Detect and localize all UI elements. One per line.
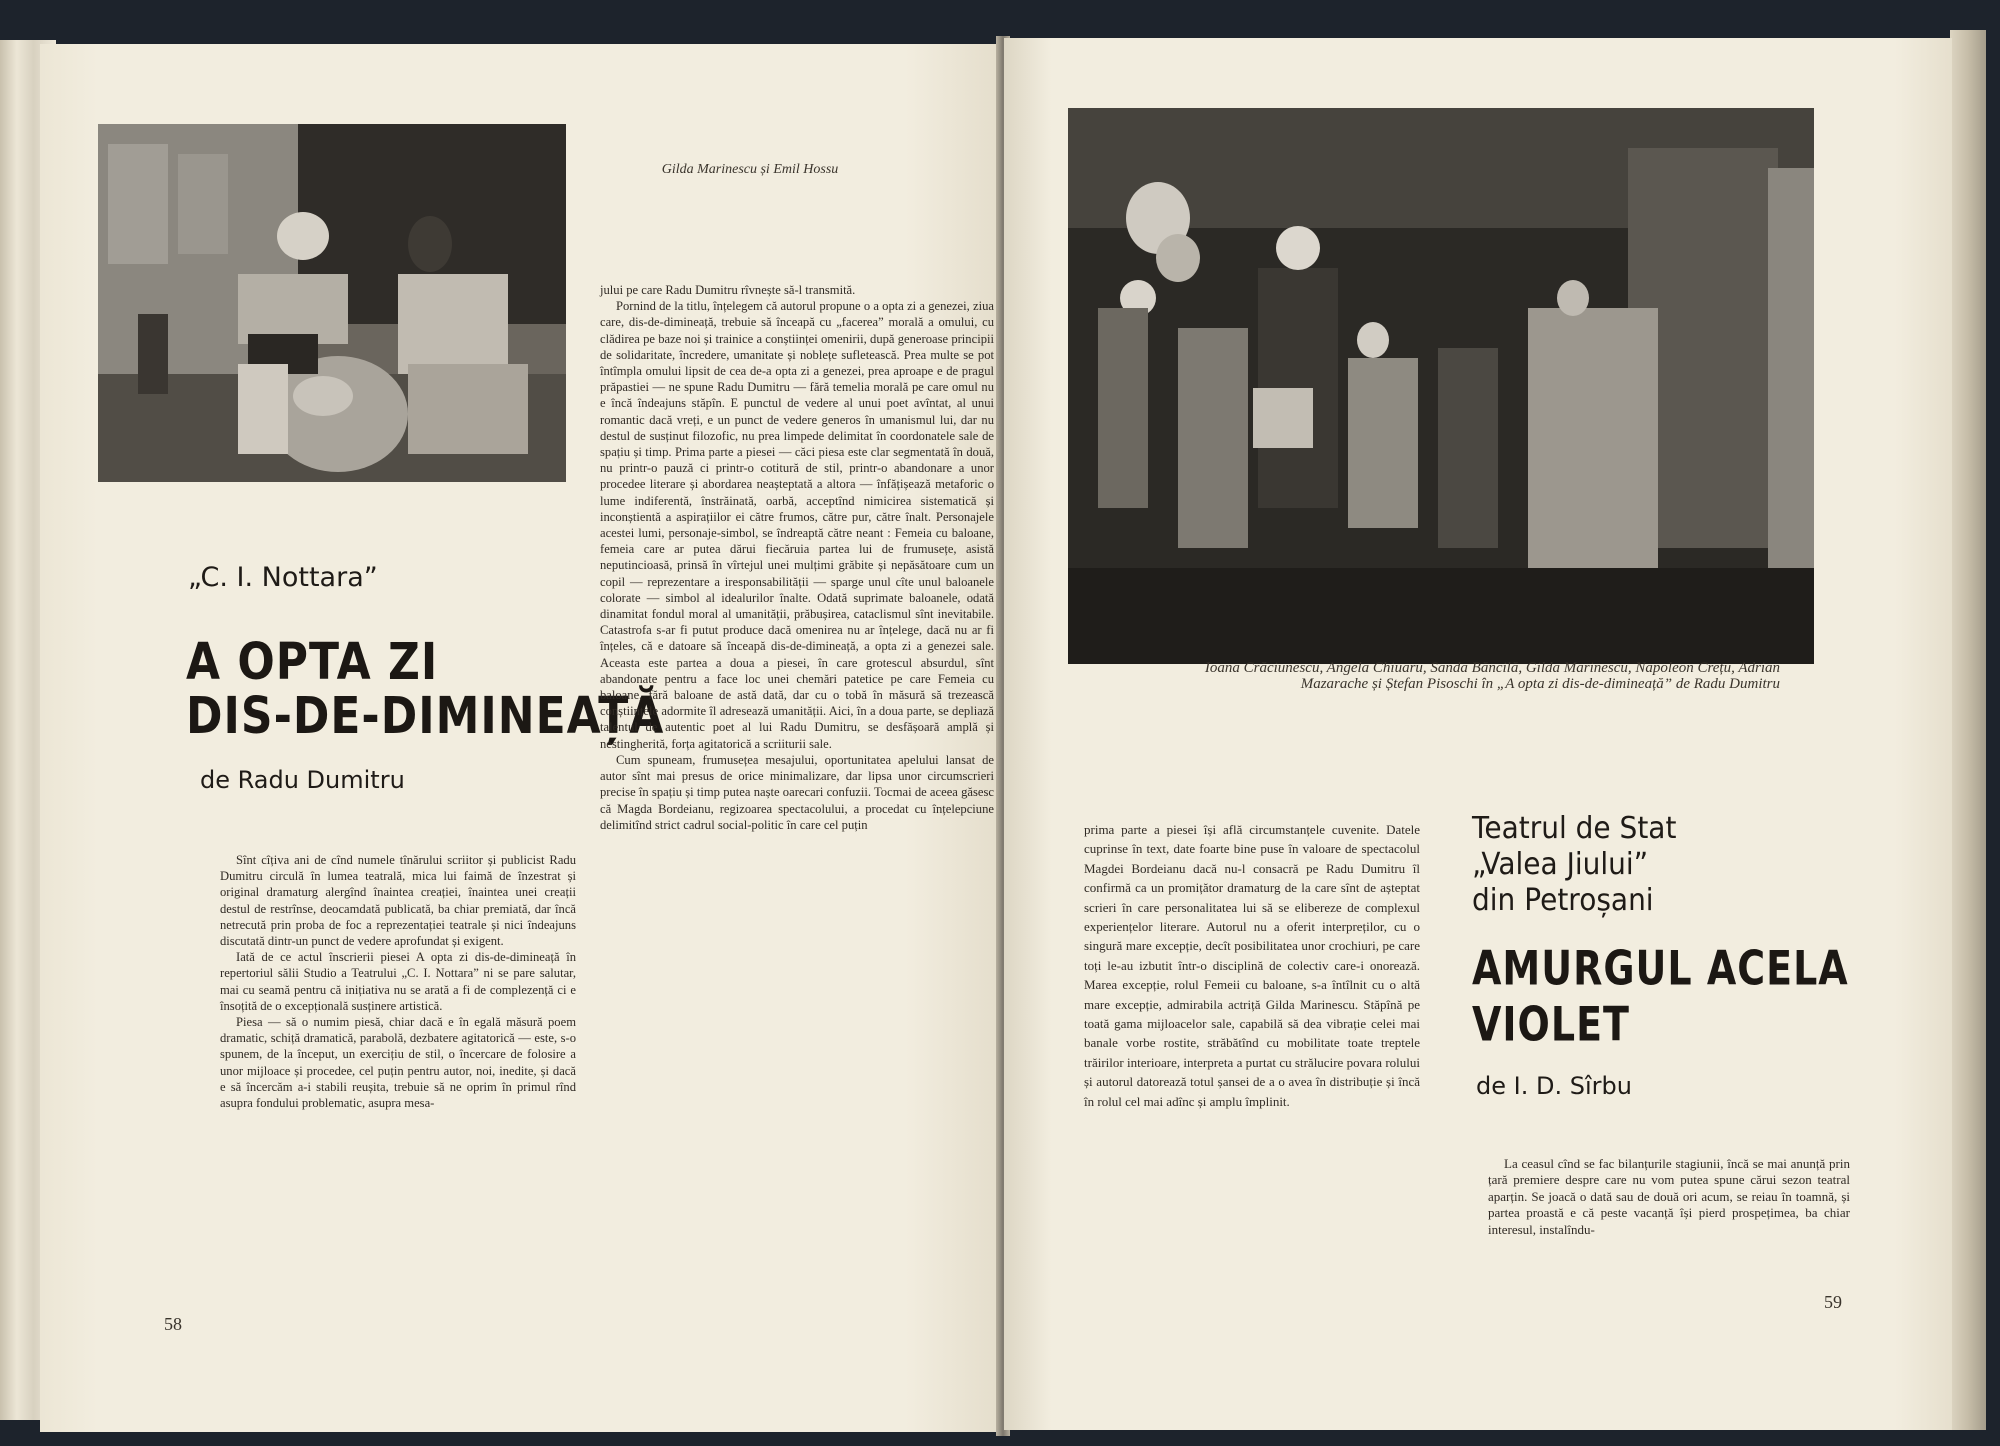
play-author: de Radu Dumitru xyxy=(200,766,405,794)
theater-line2: „Valea Jiului” xyxy=(1472,846,1649,882)
play-title-line2-right: VIOLET xyxy=(1472,996,1630,1052)
book-edge-right xyxy=(1950,30,1986,1430)
right-page xyxy=(1004,38,1952,1430)
left-page xyxy=(40,44,1002,1432)
theater-name-nottara: „C. I. Nottara” xyxy=(188,562,378,593)
paragraph: jului pe care Radu Dumitru rîvnește să-l transmită. xyxy=(600,283,856,297)
theater-line3: din Petroșani xyxy=(1472,882,1654,918)
left-page-column-2 xyxy=(600,282,994,833)
photo-gilda-marinescu-emil-hossu xyxy=(98,124,566,482)
paragraph: Pornind de la titlu, înțelegem că autorul propune o a opta zi a genezei, ziua care, dis-de-dimineață, trebuie să înceapă cu „facerea” morală a omului, cu clădirea pe baze noi și trainice a conștiinței omenirii, după generoase principii de solidaritate, încredere, umanitate și noblețe sufletească. Prea multe se pot întîmpla omului lipsit de cea de-a opta zi a genezei, prea aproape e de pragul prăpastiei — ne spune Radu Dumitru — fără temelia morală pe care omul nu e încă îndeajuns stăpîn. E punctul de vedere al unui poet avîntat, al unui romantic dacă vreți, e un punct de vedere generos în umanismul lui, dar nu destul de susținut filozofic, nu prea limpede delimitat în coordonatele sale de spațiu și timp. Prima parte a piesei — căci piesa este clar segmentată în două, nu printr-o pauză ci printr-o cotitură de stil, printr-o abandonare a unor procedee literare și abordarea neașteptată a altora — înfățișează metaforic o lume indiferentă, înstrăinată, oarbă, acceptînd nimicirea sistematică și inconștientă a aspirațiilor ei către frumos, către pur, către înalt. Personajele acestei lumi, personaje-simbol, se îndreaptă către neant : Femeia cu baloane, femeia care ar putea dărui fiecăruia partea lui de frumusețe, asistă neputincioasă, prinsă în vîrtejul unei mulțimi grăbite și nepăsătoare cum un copil — reprezentare a iresponsabilității — sparge unul cîte unul baloanele colorate — simbol al idealurilor înalte. Odată suprimate baloanele, odată dinamitat fondul moral al umanității, prăbușirea, cataclismul sînt inevitabile. Catastrofa s-ar fi putut produce dacă omenirea nu ar înțelege, dacă nu ar fi înțeles, că e datoare să înceapă dis-de-dimineață, a opta zi a genezei sale. Aceasta este partea a doua a piesei, în care grotescul absurdul, sînt abandonate pentru a face loc unei chemări patetice pe care Femeia cu baloane, fără baloane de astă dată, dar cu o tobă în măsură să trezească conștiințele adormite îl adresează umanității. Aici, în a doua parte, se depliază talentul de autentic poet al lui Radu Dumitru, se desfășoară amplă și nestingherită, forța agitatorică a scriiturii sale. xyxy=(600,299,994,751)
page-number-left: 58 xyxy=(164,1314,182,1334)
play-title-line1-right: AMURGUL ACELA xyxy=(1472,940,1849,996)
play-title-line1: A OPTA ZI xyxy=(186,632,439,692)
paragraph: Cum spuneam, frumusețea mesajului, oportunitatea apelului lansat de autor sînt mai presus de orice minimalizare, dar lipsa unor circumscrieri precise în spațiu și timp putea naște oarecari confuzii. Tocmai de aceea găsesc că Magda Bordeianu, regizoarea spectacolului, a procedat cu înțelepciune delimitînd strict cadrul social-politic în care cel puțin xyxy=(600,752,994,832)
play-title-line2: DIS-DE-DIMINEAȚĂ xyxy=(186,686,665,746)
play-author-right: de I. D. Sîrbu xyxy=(1476,1072,1632,1100)
page-number-right: 59 xyxy=(1824,1292,1842,1312)
paragraph: La ceasul cînd se fac bilanțurile stagiunii, încă se mai anunță prin țară premiere despre care nu vom putea spune cărui sezon teatral aparțin. Se joacă o dată sau de două ori acum, se reiau în toamnă, și partea proastă e că peste vacanță își pierd prospețimea, ba chiar interesul, instalîndu- xyxy=(1488,1156,1850,1237)
right-page-column-2 xyxy=(1488,1156,1850,1238)
paragraph: Iată de ce actul înscrierii piesei A opta zi dis-de-dimineață în repertoriul sălii Studio a Teatrului „C. I. Nottara” ni se pare salutar, mai cu seamă pentru că inițiativa nu se arată a fi de complezență ci e însoțită de o excepțională susținere artistică. xyxy=(220,950,576,1013)
left-page-column-1 xyxy=(220,852,576,1111)
photo-caption-right: Ioana Crăciunescu, Angela Chiuaru, Sanda Băncilă, Gilda Marinescu, Napoleon Crețu, Adrian Mazarache și Ștefan Pisoschi în „A opta zi dis-de-dimineață” de Radu Dumitru xyxy=(1204,660,1780,692)
paragraph: Piesa — să o numim piesă, chiar dacă e în egală măsură poem dramatic, schiță dramatică, parabolă, dezbatere agitatorică — este, s-o spunem, de la început, un exercițiu de stil, o încercare de folosire a unor mijloace și procedee, cel puțin pentru autor, noi, inedite, și dacă e să încercăm a-i stabili reușita, trebuie să ne oprim în primul rînd asupra fondului problematic, asupra mesa- xyxy=(220,1015,576,1111)
paragraph: Sînt cîțiva ani de cînd numele tînărului scriitor și publicist Radu Dumitru circulă în lumea teatrală, mica lui faimă de înzestrat și original dramaturg alergînd înaintea creației, înaintea unei creații destul de restrînse, deocamdată publicată, ba chiar premiată, dar încă netrecută prin proba de foc a reprezentației teatrale și nici îndeajuns discutată dintr-un punct de vedere aprofundat și exigent. xyxy=(220,853,576,949)
paragraph: prima parte a piesei își află circumstanțele cuvenite. Datele cuprinse în text, date foarte bine puse în valoare de spectacolul Magdei Bordeianu dacă nu-l consacră pe Radu Dumitru îl confirmă ca un promițător dramaturg de la care sînt de așteptat scrieri în care personalitatea lui să se elibereze de complexul experiențelor literare. Autorul nu a oferit interpreților, cu o singură mare excepție, decît posibilitatea unor crochiuri, pe care toți le-au izbutit într-o disciplină de colectiv care-i onorează. Marea excepție, rolul Femeii cu baloane, s-a întîlnit cu o altă mare excepție, admirabila actriță Gilda Marinescu. Stăpînă pe toată gama mijloacelor sale, capabilă să dea vibrație celei mai banale vorbe rostite, străbătînd cu mobilitate toate treptele trăirilor interioare, interpreta a purtat cu strălucire povara rolului și autorul datorează totul șansei de a o avea în distribuție și încă în rolul cel mai adînc și amplu împlinit. xyxy=(1084,822,1420,1109)
photo-stage-scene xyxy=(1068,108,1814,664)
theater-line1: Teatrul de Stat xyxy=(1472,810,1677,846)
right-page-column-1 xyxy=(1084,820,1420,1111)
photo-caption-left: Gilda Marinescu și Emil Hossu xyxy=(661,162,839,177)
